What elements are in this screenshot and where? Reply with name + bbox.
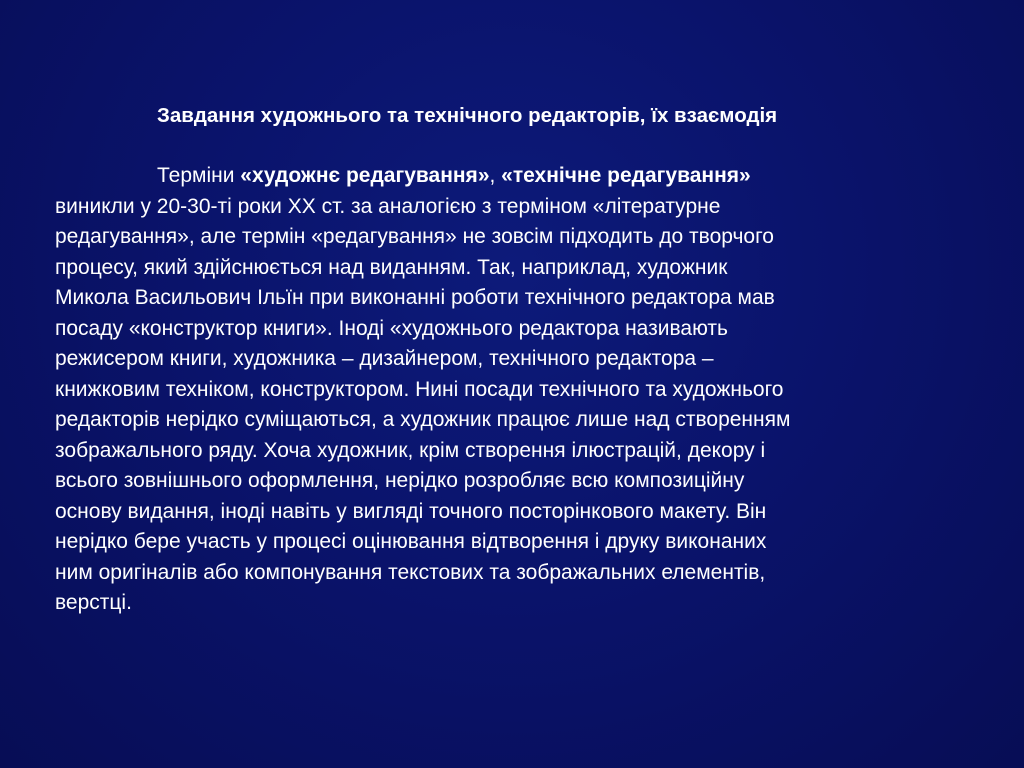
body-line: режисером книги, художника – дизайнером, технічного редактора – (55, 347, 714, 370)
term-technical-editing: «технічне редагування» (501, 164, 751, 187)
body-line: процесу, який здійснюється над виданням. Так, наприклад, художник (55, 255, 728, 279)
slide-body (55, 161, 965, 619)
body-line: редакторів нерідко суміщаються, а художник працює лише над створенням (55, 408, 791, 431)
terms-prefix: Терміни (157, 164, 241, 187)
body-line: верстці. (55, 591, 132, 614)
body-line: нерідко бере участь у процесі оцінювання відтворення і друку виконаних (55, 530, 767, 553)
body-line: основу видання, іноді навіть у вигляді точного посторінкового макету. Він (55, 499, 767, 523)
terms-comma: , (489, 164, 502, 187)
slide-title: Завдання художнього та технічного редакторів, їх взаємодія (157, 104, 778, 127)
body-line: ним оригіналів або компонування текстових та зображальних елементів, (55, 560, 766, 584)
body-line: Микола Васильович Ільїн при виконанні роботи технічного редактора мав (55, 286, 775, 309)
term-artistic-editing: «художнє редагування» (240, 164, 490, 187)
body-line: виникли у 20-30-ті роки XX ст. за аналогією з терміном «літературне (55, 194, 721, 218)
body-line: посаду «конструктор книги». Іноді «художнього редактора називають (55, 316, 728, 340)
body-line: редагування», але термін «редагування» не зовсім підходить до творчого (55, 225, 774, 248)
body-line: зображального ряду. Хоча художник, крім створення ілюстрацій, декору і (55, 438, 766, 462)
body-line: всього зовнішнього оформлення, нерідко розробляє всю композиційну (55, 469, 745, 492)
body-line: книжковим техніком, конструктором. Нині посади технічного та художнього (55, 377, 784, 401)
body-line-1 (55, 161, 965, 192)
